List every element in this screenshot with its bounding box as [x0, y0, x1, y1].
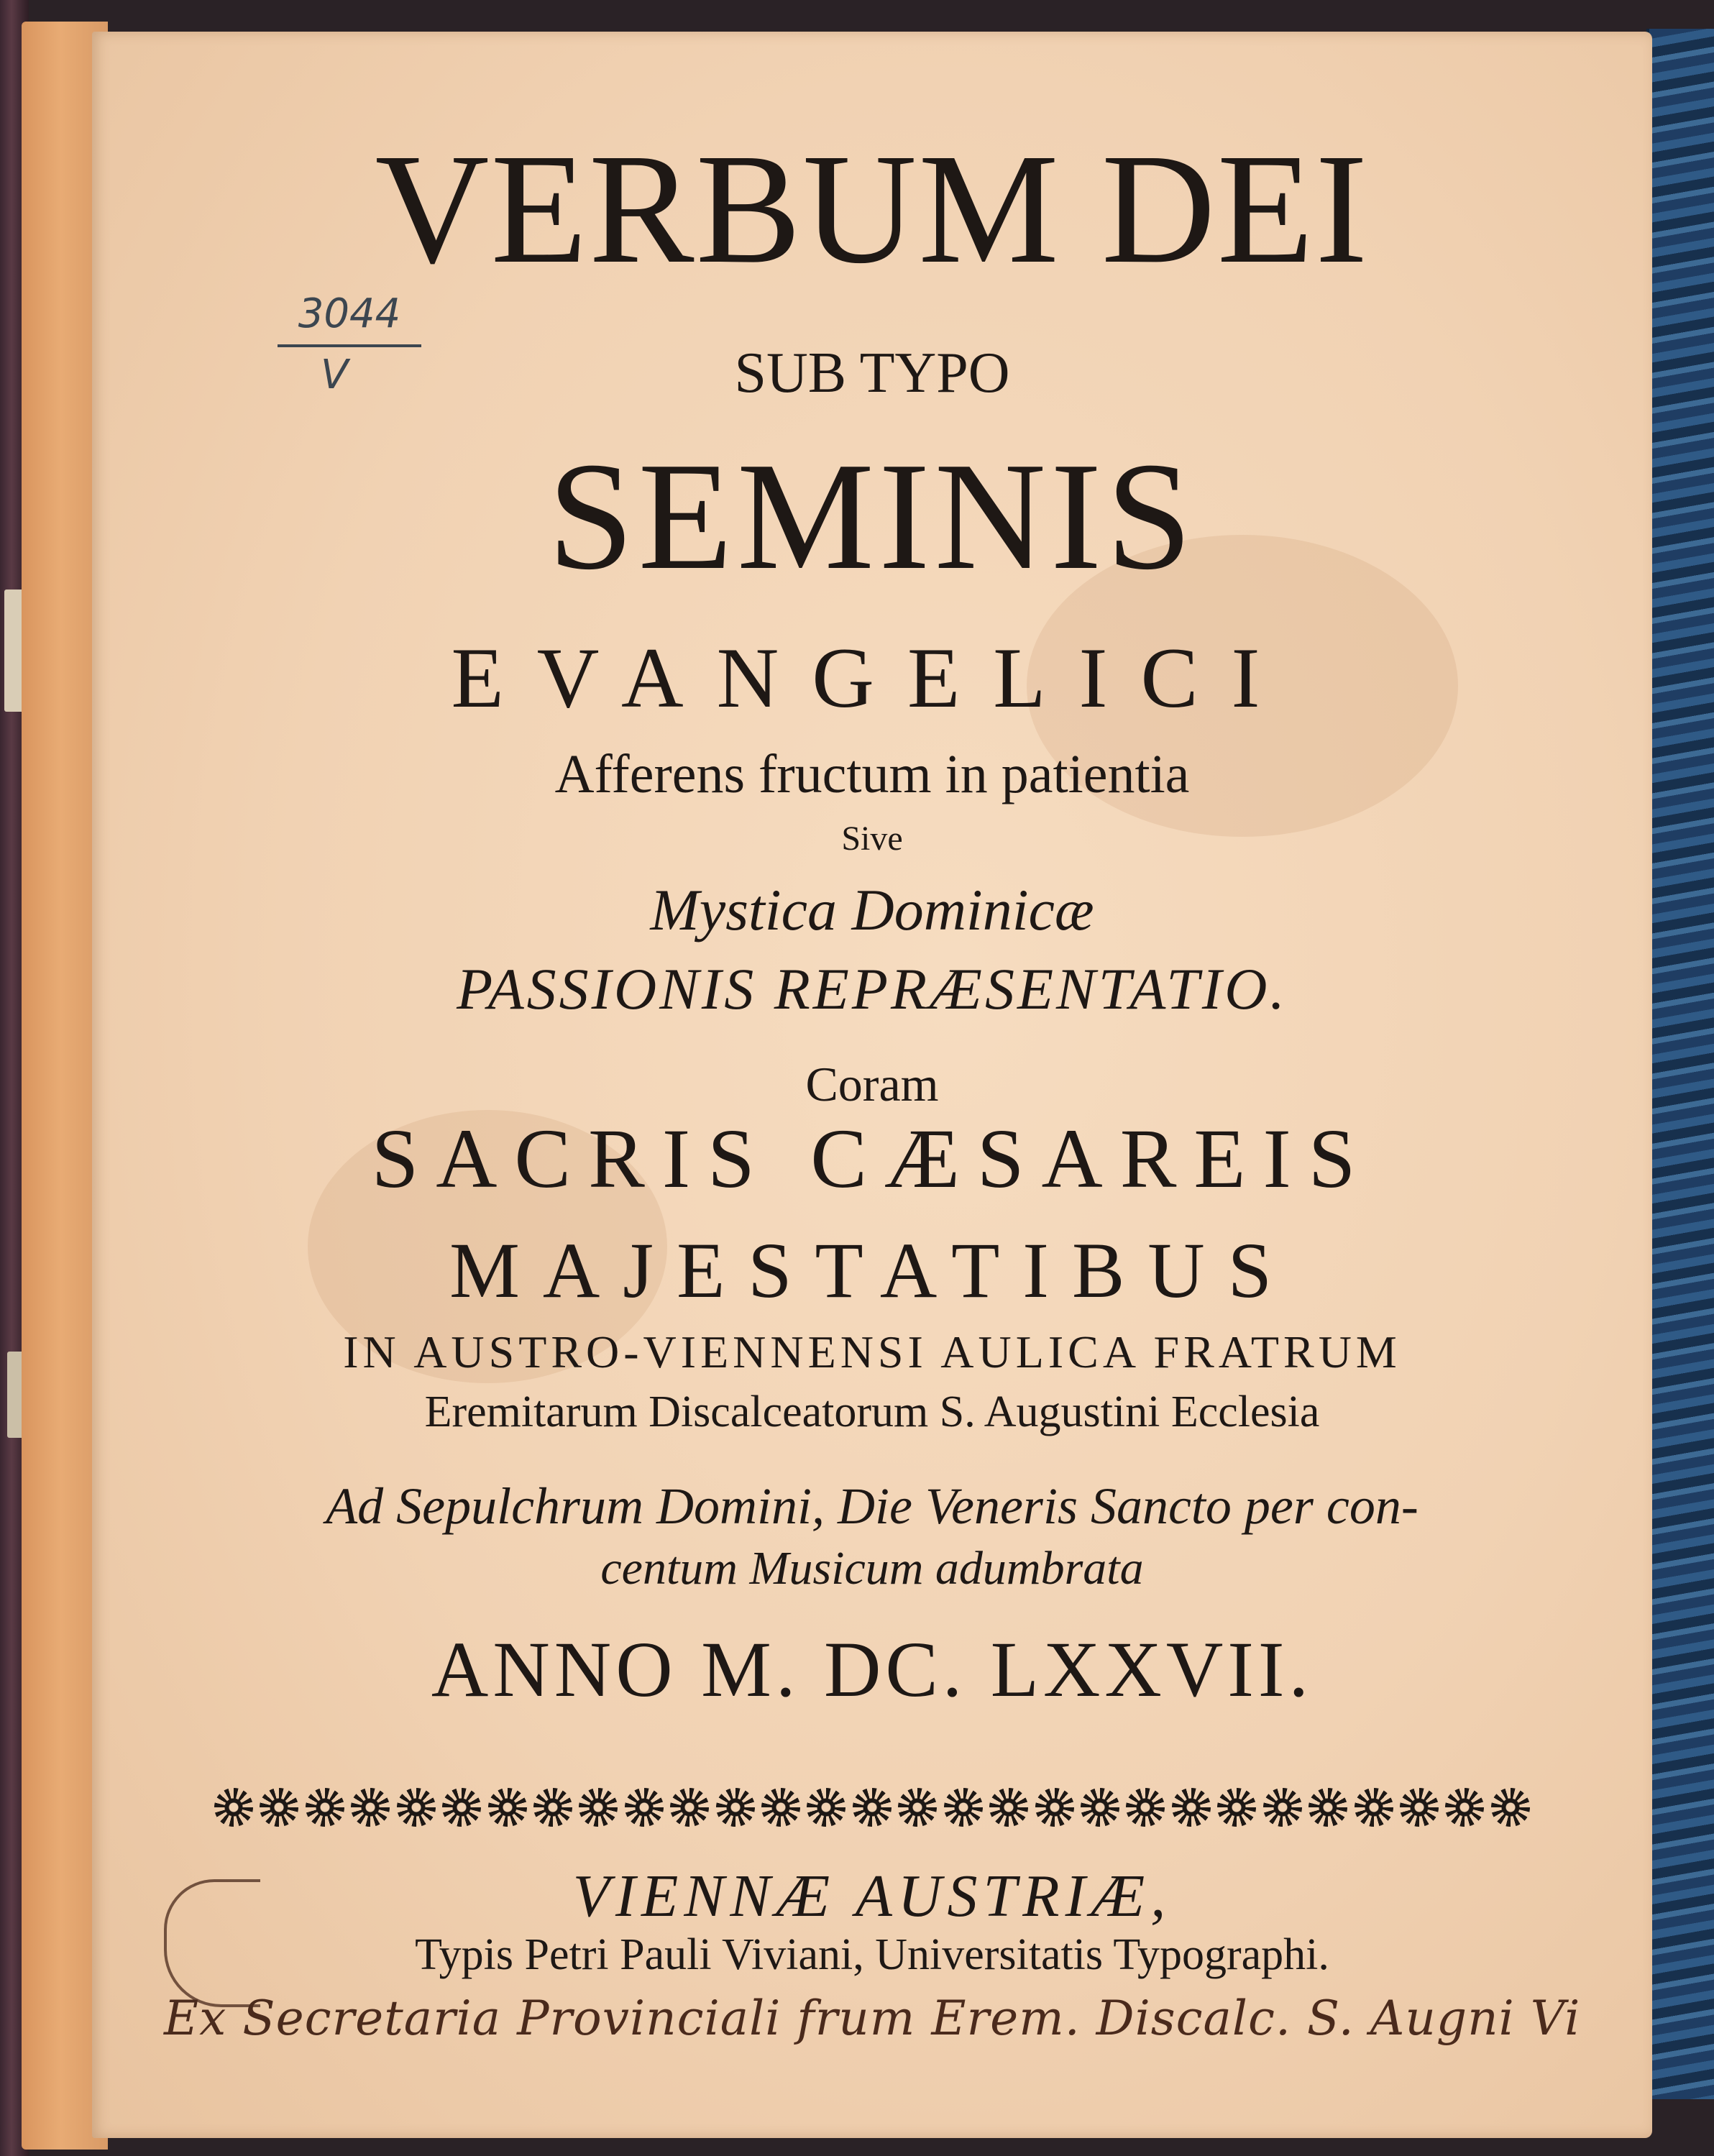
rosette-ornament-icon [716, 1788, 755, 1827]
handwritten-flourish [164, 1879, 260, 2007]
title-line-afferens: Afferens fructum in patientia [554, 744, 1190, 804]
rosette-ornament-icon [853, 1788, 892, 1827]
rosette-ornament-icon [1263, 1788, 1302, 1827]
title-line-sive: Sive [841, 820, 903, 858]
rosette-ornament-icon [989, 1788, 1028, 1827]
rosette-ornament-icon [625, 1788, 664, 1827]
rosette-ornament-icon [306, 1788, 344, 1827]
title-line-ad-sepulchrum: Ad Sepulchrum Domini, Die Veneris Sancto per con- [326, 1477, 1419, 1535]
rosette-ornament-icon [944, 1788, 983, 1827]
title-line-eremitarum: Eremitarum Discalceatorum S. Augustini Ecclesia [424, 1387, 1320, 1436]
rosette-ornament-icon [1445, 1788, 1484, 1827]
title-line-passionis: PASSIONIS REPRÆSENTATIO. [457, 956, 1288, 1022]
title-line-seminis: SEMINIS [547, 430, 1197, 602]
rosette-ornament-icon [579, 1788, 618, 1827]
imprint-printer: Typis Petri Pauli Viviani, Universitatis Typographi. [415, 1930, 1329, 1979]
rosette-ornament-icon [442, 1788, 481, 1827]
rosette-ornament-icon [351, 1788, 390, 1827]
rosette-ornament-icon [807, 1788, 845, 1827]
publication-year: ANNO M. DC. LXXVII. [431, 1625, 1314, 1713]
rosette-ornament-icon [1035, 1788, 1074, 1827]
ornament-rule [214, 1779, 1530, 1836]
title-line-evangelici: EVANGELICI [451, 630, 1293, 725]
rosette-ornament-icon [1355, 1788, 1393, 1827]
title-line-majestatibus: MAJESTATIBUS [449, 1226, 1295, 1314]
rosette-ornament-icon [397, 1788, 436, 1827]
title-line-coram: Coram [805, 1057, 939, 1111]
rosette-ornament-icon [214, 1788, 253, 1827]
title-line-mystica: Mystica Dominicæ [650, 877, 1094, 942]
rosette-ornament-icon [1309, 1788, 1347, 1827]
title-page [92, 32, 1652, 2138]
rosette-ornament-icon [898, 1788, 937, 1827]
rosette-ornament-icon [488, 1788, 527, 1827]
title-line-sub-typo: SUB TYPO [734, 341, 1010, 405]
rosette-ornament-icon [1172, 1788, 1211, 1827]
rosette-ornament-icon [533, 1788, 572, 1827]
handwritten-provenance-note: Ex Secretaria Provinciali frum Erem. Discalc. S. Augni Vi [164, 1991, 1581, 2046]
rosette-ornament-icon [1081, 1788, 1119, 1827]
imprint-place: VIENNÆ AUSTRIÆ, [572, 1863, 1172, 1930]
rosette-ornament-icon [1491, 1788, 1530, 1827]
shelfmark-letter: V [321, 352, 349, 398]
shelfmark-number: 3044 [278, 290, 421, 347]
rosette-ornament-icon [1400, 1788, 1439, 1827]
rosette-ornament-icon [761, 1788, 800, 1827]
title-line-austro-viennensi: IN AUSTRO-VIENNENSI AULICA FRATRUM [343, 1326, 1401, 1377]
title-line-centum: centum Musicum adumbrata [600, 1542, 1144, 1595]
rosette-ornament-icon [1126, 1788, 1165, 1827]
marbled-board-edge [1646, 29, 1714, 2099]
rosette-ornament-icon [1217, 1788, 1256, 1827]
title-line-sacris: SACRIS CÆSAREIS [371, 1111, 1373, 1206]
main-title: VERBUM DEI [375, 121, 1370, 296]
rosette-ornament-icon [260, 1788, 298, 1827]
rosette-ornament-icon [670, 1788, 709, 1827]
